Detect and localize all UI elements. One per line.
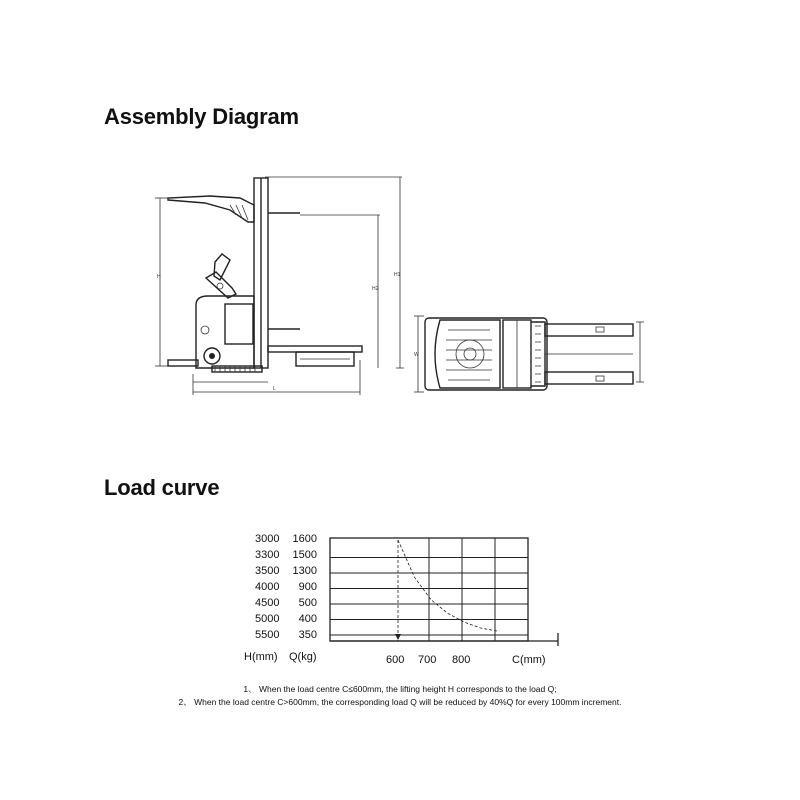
h-value: 5500 — [255, 629, 280, 641]
note-2: 2、 When the load centre C>600mm, the corresponding load Q will be reduced by 40%Q for every 100mm increment. — [178, 697, 622, 707]
q-value: 1600 — [292, 533, 317, 545]
dim-label-mid: H2 — [372, 286, 379, 292]
chart-gridlines-vertical — [429, 538, 495, 641]
dim-label-right: H1 — [394, 272, 401, 278]
q-value: 400 — [298, 613, 317, 625]
load-curve-title: Load curve — [104, 475, 220, 500]
h-value: 5000 — [255, 613, 280, 625]
q-value: 1300 — [292, 565, 317, 577]
q-value: 1500 — [292, 549, 317, 561]
plan-dim-label: W — [414, 352, 419, 358]
h-value: 3300 — [255, 549, 280, 561]
c600-arrow — [395, 634, 401, 640]
dim-label-left: H — [157, 274, 161, 280]
note-1: 1、 When the load centre C≤600mm, the lifting height H corresponds to the load Q; — [243, 684, 557, 694]
load-curve-line — [398, 540, 497, 631]
h-value: 4500 — [255, 597, 280, 609]
side-view-diagram — [155, 177, 404, 395]
x-tick-label: 700 — [418, 654, 437, 666]
q-value: 900 — [298, 581, 317, 593]
h-value: 4000 — [255, 581, 280, 593]
q-value: 350 — [298, 629, 317, 641]
h-value: 3000 — [255, 533, 280, 545]
h-value: 3500 — [255, 565, 280, 577]
x-axis-label: C(mm) — [512, 654, 546, 666]
q-value: 500 — [298, 597, 317, 609]
plan-view-diagram — [414, 316, 644, 392]
x-tick-label: 600 — [386, 654, 405, 666]
x-tick-label: 800 — [452, 654, 471, 666]
dim-label-bottom: L — [273, 386, 276, 392]
assembly-diagram-title: Assembly Diagram — [104, 104, 299, 129]
h-axis-label: H(mm) — [244, 651, 278, 663]
q-axis-label: Q(kg) — [289, 651, 317, 663]
q-values-column — [289, 531, 317, 643]
load-curve-chart — [330, 538, 558, 646]
